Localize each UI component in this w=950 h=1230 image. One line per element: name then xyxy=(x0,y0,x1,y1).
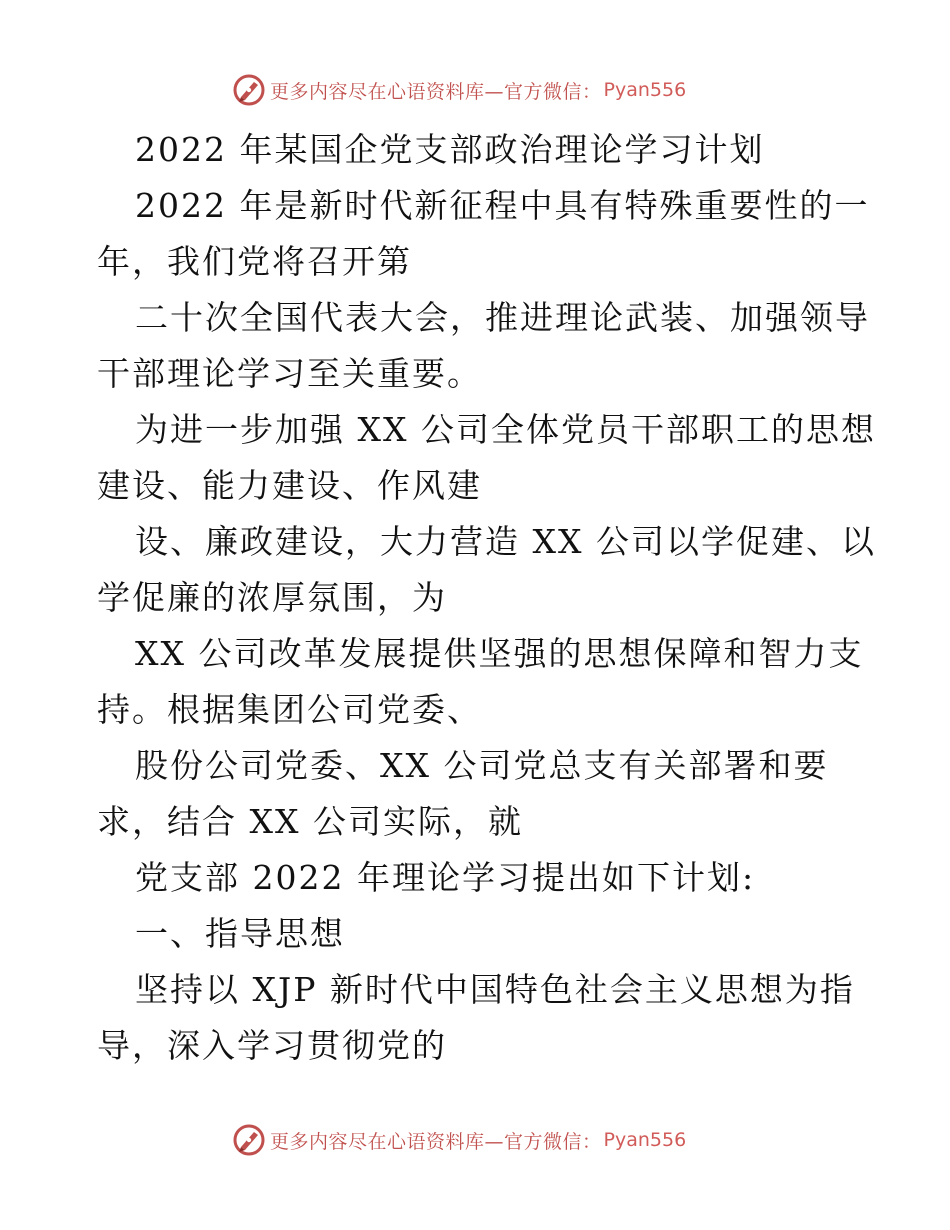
footer-watermark xyxy=(232,1122,686,1158)
document-line: 持。根据集团公司党委、 xyxy=(97,690,482,729)
document-line: 导，深入学习贯彻党的 xyxy=(97,1026,447,1065)
document-line: 2022 年某国企党支部政治理论学习计划 xyxy=(135,130,765,169)
document-line: 2022 年是新时代新征程中具有特殊重要性的一 xyxy=(135,186,870,225)
watermark-text: 更多内容尽在心语资料库—官方微信： xyxy=(270,80,602,103)
document-line: 干部理论学习至关重要。 xyxy=(97,354,482,393)
document-body xyxy=(97,122,877,1074)
watermark-wechat-id: Pyan556 xyxy=(603,79,687,101)
document-line: 一、指导思想 xyxy=(135,914,345,953)
document-line: 年，我们党将召开第 xyxy=(97,242,412,281)
header-watermark xyxy=(232,72,686,108)
document-line: 学促廉的浓厚氛围，为 xyxy=(97,578,447,617)
document-line: 股份公司党委、XX 公司党总支有关部署和要 xyxy=(135,746,829,785)
pen-seal-logo-icon xyxy=(232,73,266,107)
document-line: 二十次全国代表大会，推进理论武装、加强领导 xyxy=(135,298,870,337)
document-line: 为进一步加强 XX 公司全体党员干部职工的思想 xyxy=(135,410,876,449)
watermark-text: 更多内容尽在心语资料库—官方微信： xyxy=(270,1130,602,1153)
pen-seal-logo-icon xyxy=(232,1123,266,1157)
document-line: 建设、能力建设、作风建 xyxy=(97,466,482,505)
watermark-wechat-id: Pyan556 xyxy=(603,1129,687,1151)
document-line: 求，结合 XX 公司实际，就 xyxy=(97,802,523,841)
document-line: 坚持以 XJP 新时代中国特色社会主义思想为指 xyxy=(135,970,855,1009)
document-line: 设、廉政建设，大力营造 XX 公司以学促建、以 xyxy=(135,522,876,561)
document-line: XX 公司改革发展提供坚强的思想保障和智力支 xyxy=(135,634,864,673)
document-line: 党支部 2022 年理论学习提出如下计划: xyxy=(135,858,756,897)
